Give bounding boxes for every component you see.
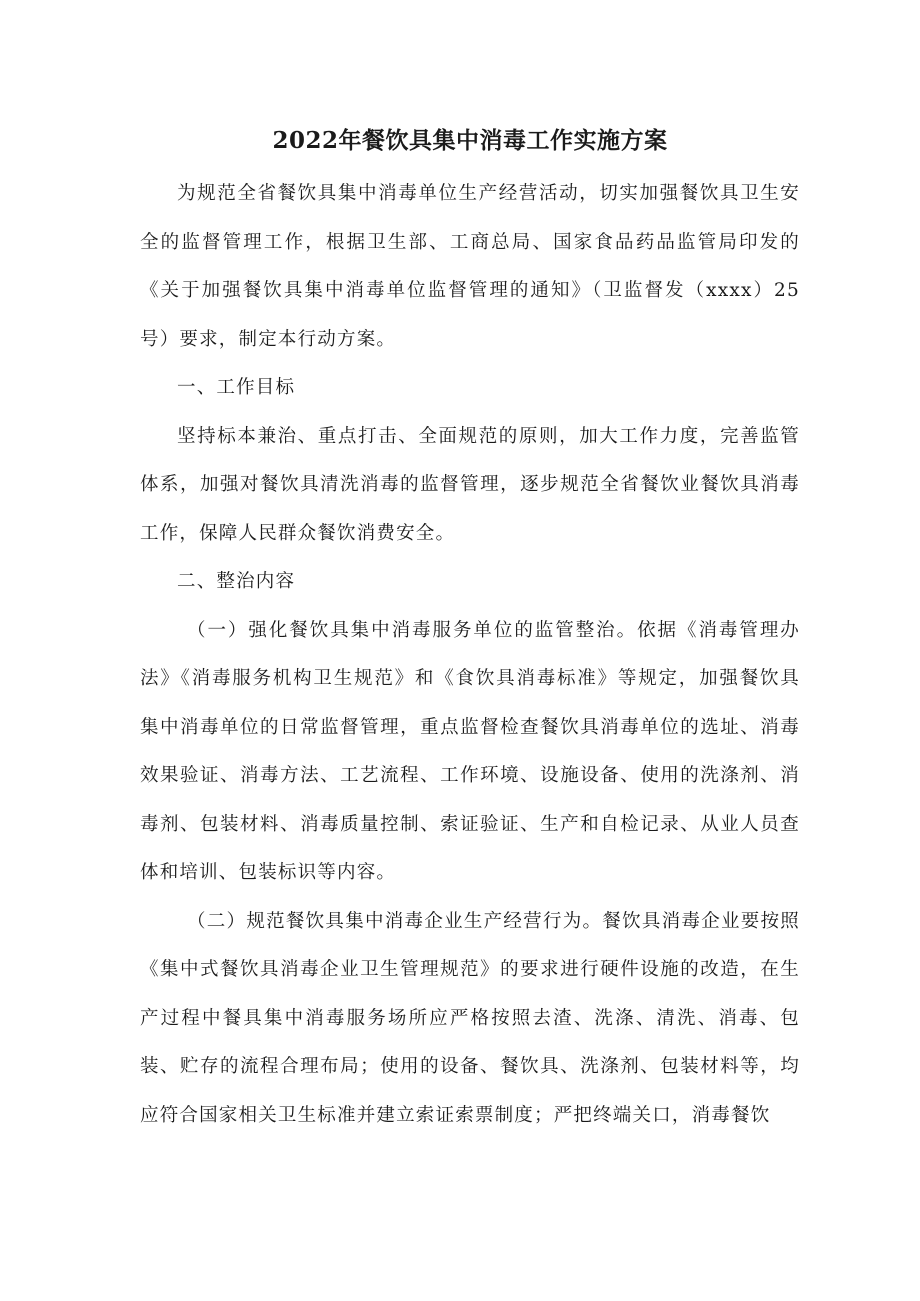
section-heading-goals: 一、工作目标 bbox=[177, 377, 296, 398]
intro-paragraph: 为规范全省餐饮具集中消毒单位生产经营活动，切实加强餐饮具卫生安全的监督管理工作，根据卫生部、工商总局、国家食品药品监管局印发的《关于加强餐饮具集中消毒单位监督管理的通知》（卫监督发（xxxx）25号）要求，制定本行动方案。 bbox=[140, 183, 800, 350]
content-item-1: （一）强化餐饮具集中消毒服务单位的监管整治。依据《消毒管理办法》《消毒服务机构卫生规范》和《食饮具消毒标准》等规定，加强餐饮具集中消毒单位的日常监督管理，重点监督检查餐饮具消毒单位的选址、消毒效果验证、消毒方法、工艺流程、工作环境、设施设备、使用的洗涤剂、消毒剂、包装材料、消毒质量控制、索证验证、生产和自检记录、从业人员查体和培训、包装标识等内容。 bbox=[140, 619, 800, 883]
section-body-goals: 坚持标本兼治、重点打击、全面规范的原则，加大工作力度，完善监管体系，加强对餐饮具清洗消毒的监督管理，逐步规范全省餐饮业餐饮具消毒工作，保障人民群众餐饮消费安全。 bbox=[140, 425, 800, 544]
section-heading-content: 二、整治内容 bbox=[177, 571, 296, 592]
content-item-2: （二）规范餐饮具集中消毒企业生产经营行为。餐饮具消毒企业要按照《集中式餐饮具消毒企业卫生管理规范》的要求进行硬件设施的改造，在生产过程中餐具集中消毒服务场所应严格按照去渣、洗涤、清洗、消毒、包装、贮存的流程合理布局；使用的设备、餐饮具、洗涤剂、包装材料等，均应符合国家相关卫生标准并建立索证索票制度；严把终端关口，消毒餐饮 bbox=[140, 910, 800, 1126]
document-title: 2022年餐饮具集中消毒工作实施方案 bbox=[272, 127, 668, 154]
